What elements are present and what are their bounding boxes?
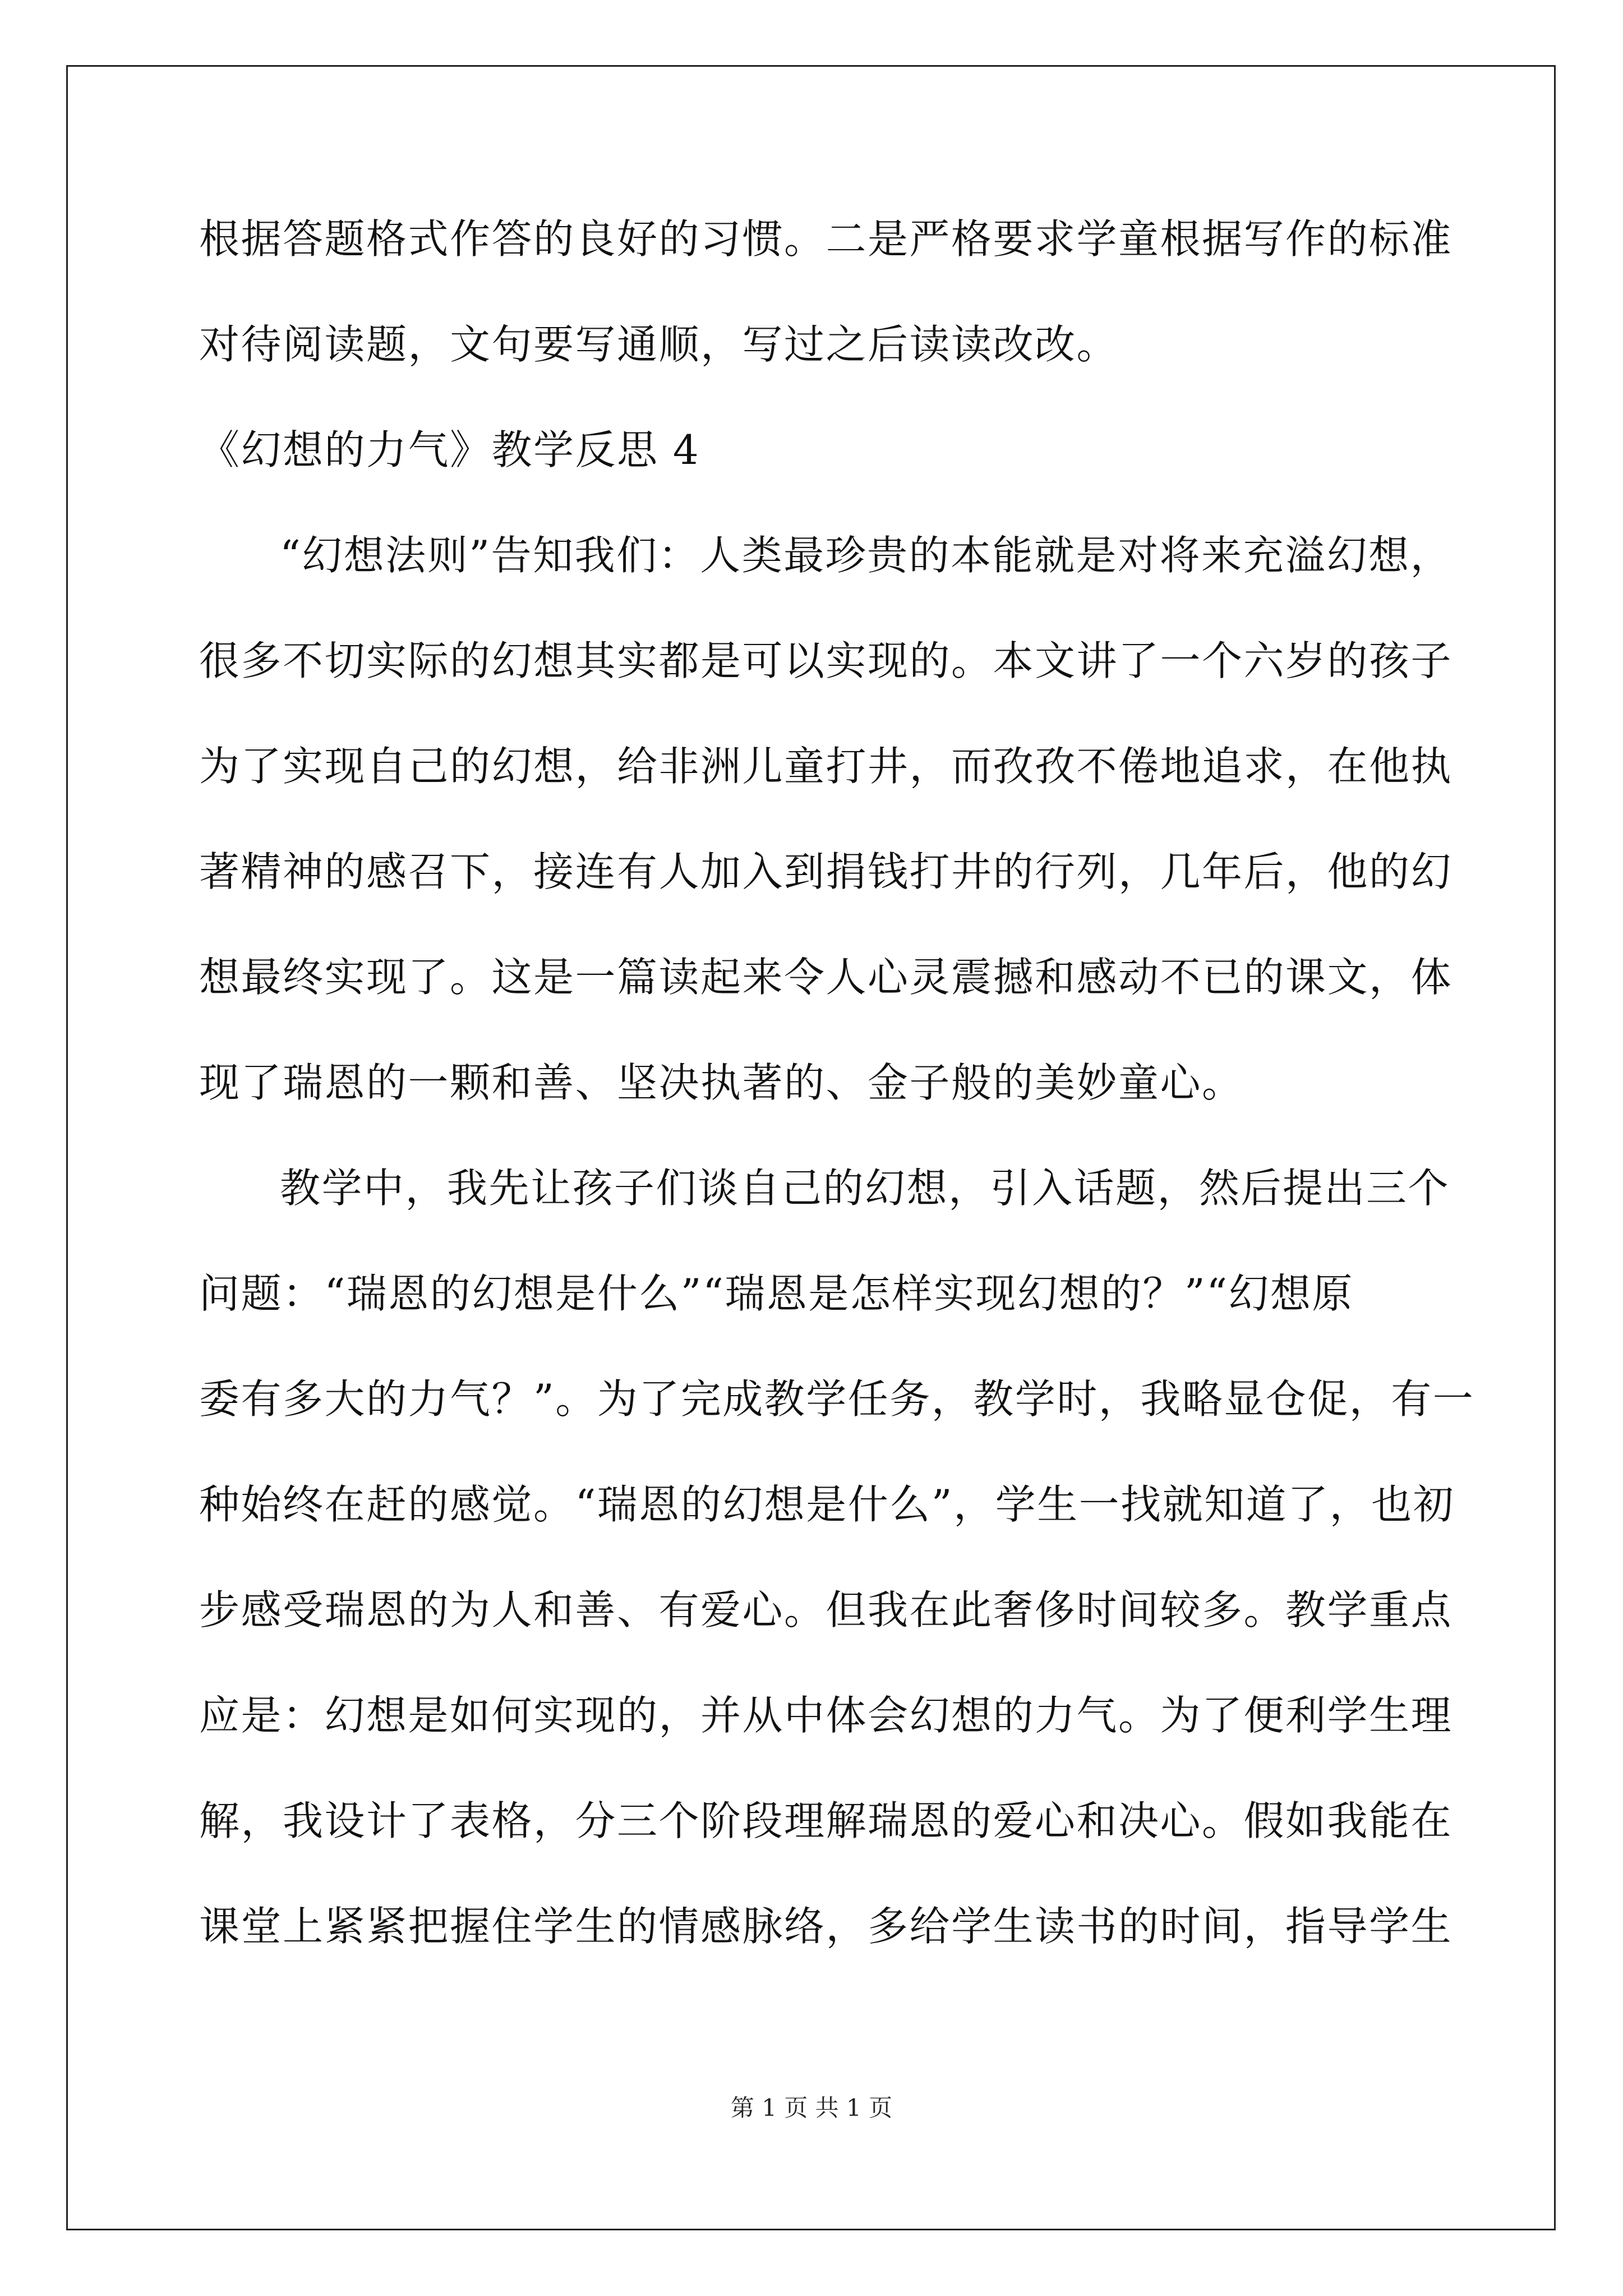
text-line-16: 课堂上紧紧把握住学生的情感脉络，多给学生读书的时间，指导学生 [199,1903,1453,1950]
text-line-13: 步感受瑞恩的为人和善、有爱心。但我在此奢侈时间较多。教学重点 [199,1586,1453,1634]
text-line-4: 很多不切实际的幻想其实都是可以实现的。本文讲了一个六岁的孩子 [199,637,1453,684]
page-footer: 第 1 页 共 1 页 [730,2094,893,2122]
text-line-2: 对待阅读题，文句要写通顺，写过之后读读改改。 [199,321,1119,368]
text-line-12: 种始终在赶的感觉。“瑞恩的幻想是什么”，学生一找就知道了，也初 [199,1481,1455,1528]
text-line-11: 委有多大的力气？”。为了完成教学任务，教学时，我略显仓促，有一 [199,1375,1475,1423]
text-line-5: 为了实现自己的幻想，给非洲儿童打井，而孜孜不倦地追求，在他执 [199,743,1453,790]
section-heading: 《幻想的力气》教学反思 4 [199,426,700,473]
text-line-15: 解，我设计了表格，分三个阶段理解瑞恩的爱心和决心。假如我能在 [199,1797,1453,1844]
text-line-14: 应是：幻想是如何实现的，并从中体会幻想的力气。为了便利学生理 [199,1692,1453,1739]
text-line-3: “幻想法则”告知我们：人类最珍贵的本能就是对将来充溢幻想， [280,532,1453,579]
text-line-7: 想最终实现了。这是一篇读起来令人心灵震撼和感动不已的课文，体 [199,954,1453,1001]
text-line-8: 现了瑞恩的一颗和善、坚决执著的、金子般的美妙童心。 [199,1059,1244,1106]
text-line-10: 问题：“瑞恩的幻想是什么”“瑞恩是怎样实现幻想的？”“幻想原 [199,1270,1354,1317]
text-line-6: 著精神的感召下，接连有人加入到捐钱打井的行列，几年后，他的幻 [199,848,1453,895]
text-line-1: 根据答题格式作答的良好的习惯。二是严格要求学童根据写作的标准 [199,215,1453,263]
text-line-9: 教学中，我先让孩子们谈自己的幻想，引入话题，然后提出三个 [280,1165,1450,1212]
